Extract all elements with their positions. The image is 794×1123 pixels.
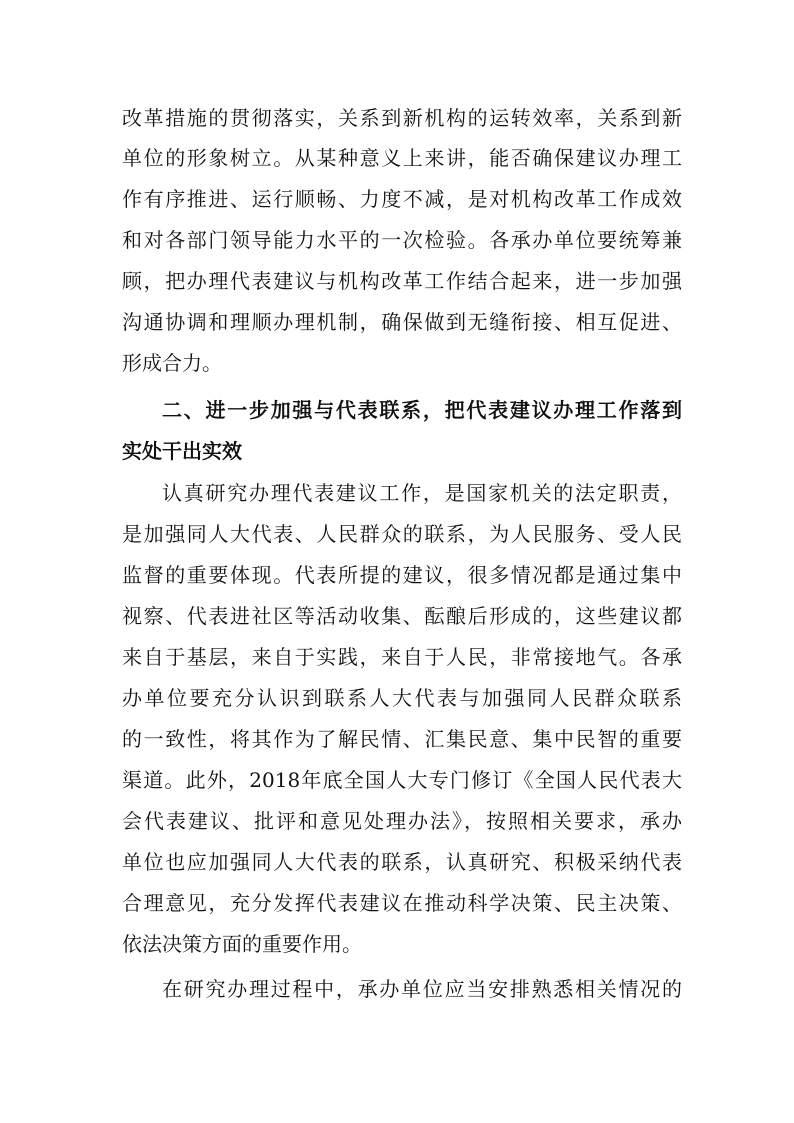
paragraph-first-line: 在研究办理过程中，承办单位应当安排熟悉相关情况的 <box>162 977 682 1001</box>
body-line: 顾，把办理代表建议与机构改革工作结合起来，进一步加强 <box>122 269 682 293</box>
body-line: 会代表建议、批评和意见处理办法》，按照相关要求，承办 <box>122 809 682 833</box>
paragraph-first-line: 认真研究办理代表建议工作，是国家机关的法定职责， <box>162 481 682 505</box>
body-line: 合理意见，充分发挥代表建议在推动科学决策、民主决策、 <box>122 891 682 915</box>
body-line: 视察、代表进社区等活动收集、酝酿后形成的，这些建议都 <box>122 604 682 628</box>
body-line: 依法决策方面的重要作用。 <box>122 932 362 956</box>
body-line: 的一致性，将其作为了解民情、汇集民意、集中民智的重要 <box>122 727 682 751</box>
body-line: 作有序推进、运行顺畅、力度不减，是对机构改革工作成效 <box>122 187 682 211</box>
body-line: 和对各部门领导能力水平的一次检验。各承办单位要统筹兼 <box>122 228 682 252</box>
body-line: 是加强同人大代表、人民群众的联系，为人民服务、受人民 <box>122 522 682 546</box>
body-line: 改革措施的贯彻落实，关系到新机构的运转效率，关系到新 <box>122 106 682 130</box>
section-heading-continued: 实处干出实效 <box>122 439 242 463</box>
body-line: 单位的形象树立。从某种意义上来讲，能否确保建议办理工 <box>122 146 682 170</box>
body-line: 来自于基层，来自于实践，来自于人民，非常接地气。各承 <box>122 645 682 669</box>
body-line: 形成合力。 <box>122 351 222 375</box>
body-line: 沟通协调和理顺办理机制，确保做到无缝衔接、相互促进、 <box>122 310 682 334</box>
body-line: 单位也应加强同人大代表的联系，认真研究、积极采纳代表 <box>122 850 682 874</box>
body-line: 办单位要充分认识到联系人大代表与加强同人民群众联系 <box>122 686 682 710</box>
body-line: 监督的重要体现。代表所提的建议，很多情况都是通过集中 <box>122 563 682 587</box>
body-line: 渠道。此外，2018年底全国人大专门修订《全国人民代表大 <box>122 768 682 792</box>
section-heading: 二、进一步加强与代表联系，把代表建议办理工作落到 <box>162 398 682 422</box>
